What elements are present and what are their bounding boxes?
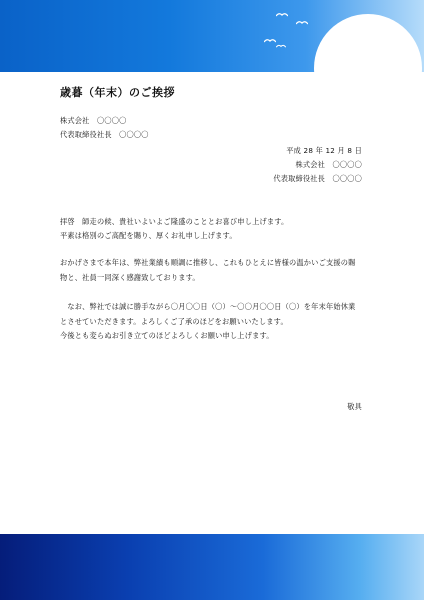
header-band bbox=[0, 0, 424, 72]
footer-band bbox=[0, 534, 424, 600]
body-line: おかげさまで本年は、弊社業績も順調に推移し、これもひとえに皆様の温かいご支援の賜 bbox=[60, 258, 356, 267]
body-line: なお、弊社では誠に勝手ながら〇月〇〇日（〇）～〇〇月〇〇日（〇）を年末年始休業 bbox=[60, 302, 356, 311]
body-line: 物と、社員一同深く感謝致しております。 bbox=[60, 273, 200, 282]
bird-icon bbox=[276, 12, 288, 17]
sender-company: 株式会社 〇〇〇〇 bbox=[295, 160, 362, 169]
letter-date: 平成 28 年 12 月 8 日 bbox=[286, 146, 362, 155]
recipient-company: 株式会社 〇〇〇〇 bbox=[60, 116, 127, 125]
sender-representative: 代表取締役社長 〇〇〇〇 bbox=[273, 174, 362, 183]
bird-icon bbox=[276, 44, 286, 48]
letter-title: 歳暮（年末）のご挨拶 bbox=[60, 86, 175, 99]
recipient-representative: 代表取締役社長 〇〇〇〇 bbox=[60, 130, 149, 139]
bird-icon bbox=[296, 20, 308, 25]
moon-icon bbox=[314, 14, 422, 72]
body-line: 今後とも変らぬお引き立てのほどよろしくお願い申し上げます。 bbox=[60, 331, 274, 340]
body-line: とさせていただきます。よろしくご了承のほどをお願いいたします。 bbox=[60, 317, 288, 326]
bird-icon bbox=[264, 38, 276, 43]
body-line: 拝啓 師走の候、貴社いよいよご隆盛のこととお喜び申し上げます。 bbox=[60, 217, 289, 226]
letter-closing: 敬具 bbox=[347, 402, 362, 411]
body-line: 平素は格別のご高配を賜り、厚くお礼申し上げます。 bbox=[60, 231, 237, 240]
